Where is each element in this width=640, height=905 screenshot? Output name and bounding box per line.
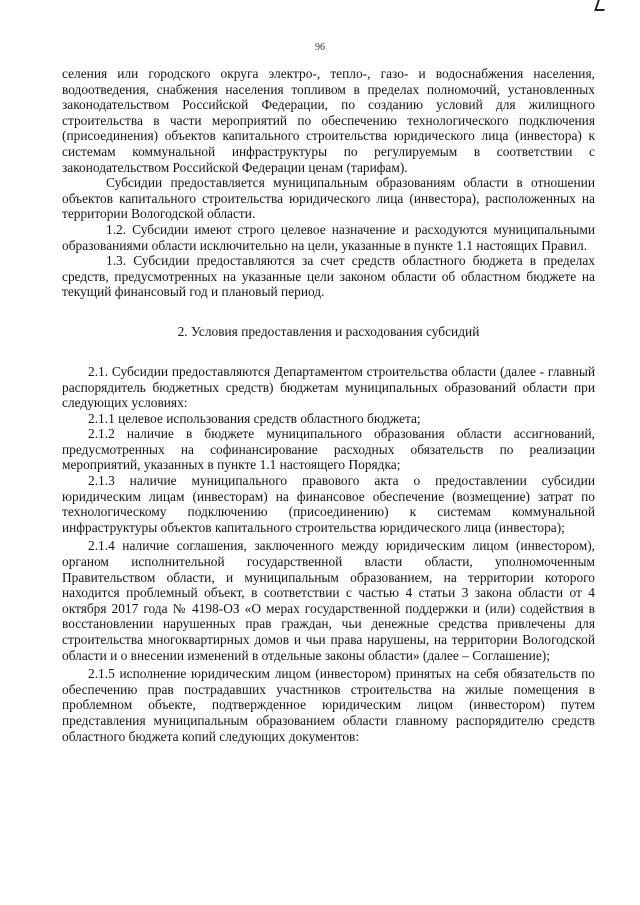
paragraph-continuation: селения или городского округа электро-, тепло-, газо- и водоснабжения населения, водоотведения, снабжения населения топливом в пределах полномочий, установленных законодательством Российской Федерации, по созданию условий для жилищного строительства в части мероприятий по обеспечению технологического подключения (присоединения) объектов капитального строительства юридического лица (инвестора) к системам коммунальной инфраструктуры по регулируемым в соответствии с законодательством Российской Федерации ценам (тарифам). <box>62 66 595 175</box>
paragraph-1-2: 1.2. Субсидии имеют строго целевое назначение и расходуются муниципальными образованиями области исключительно на цели, указанные в пункте 1.1 настоящих Правил. <box>62 221 595 253</box>
paragraph-2-1-4: 2.1.4 наличие соглашения, заключенного между юридическим лицом (инвестором), органом исполнительной государственной власти области, уполномоченным Правительством области, и муниципальным образованием, на территории которого находится проблемный объект, в соответствии с частью 4 статьи 3 закона области от 4 октября 2017 года № 4198-ОЗ «О мерах государственной поддержки и (или) содействия в восстановлении нарушенных прав граждан, чьи денежные средства привлечены для строительства многоквартирных домов и чьи права нарушены, на территории Вологодской области и о внесении изменений в отдельные законы области» (далее – Соглашение); <box>62 538 595 663</box>
paragraph-2-1-3: 2.1.3 наличие муниципального правового акта о предоставлении субсидии юридическим лицам (инвесторам) на финансовое обеспечение (возмещение) затрат по технологическому подключению (присоединению) к системам коммунальной инфраструктуры объектов капитального строительства юридического лица (инвестора); <box>62 473 595 535</box>
paragraph-2-1: 2.1. Субсидии предоставляются Департаментом строительства области (далее - главный распорядитель бюджетных средств) бюджетам муниципальных образований области при следующих условиях: <box>62 363 595 411</box>
paragraph-2-1-5: 2.1.5 исполнение юридическим лицом (инвестором) принятых на себя обязательств по обеспечению прав пострадавших участников строительства на жилые помещения в проблемном объекте, подтвержденное юридическим лицом (инвестором) путем представления муниципальным образованием области главному распорядителю средств областного бюджета копий следующих документов: <box>62 666 595 744</box>
section-title: 2. Условия предоставления и расходования субсидий <box>177 323 480 339</box>
paragraph-subsidy-provision: Субсидии предоставляется муниципальным образованиям области в отношении объектов капитального строительства юридического лица (инвестора), расположенных на территории Вологодской области. <box>62 175 595 222</box>
page-number: 96 <box>315 42 325 53</box>
paragraph-2-1-2: 2.1.2 наличие в бюджете муниципального образования области ассигнований, предусмотренных на софинансирование расходных обязательств по реализации мероприятий, указанных в пункте 1.1 настоящего Порядка; <box>62 426 595 473</box>
paragraph-2-1-1: 2.1.1 целевое использования средств областного бюджета; <box>88 410 421 426</box>
paragraph-1-3: 1.3. Субсидии предоставляются за счет средств областного бюджета в пределах средств, предусмотренных на указанные цели законом области об областном бюджете на текущий финансовый год и плановый период. <box>62 253 595 300</box>
document-body <box>62 66 595 744</box>
scan-corner-mark <box>594 0 608 11</box>
